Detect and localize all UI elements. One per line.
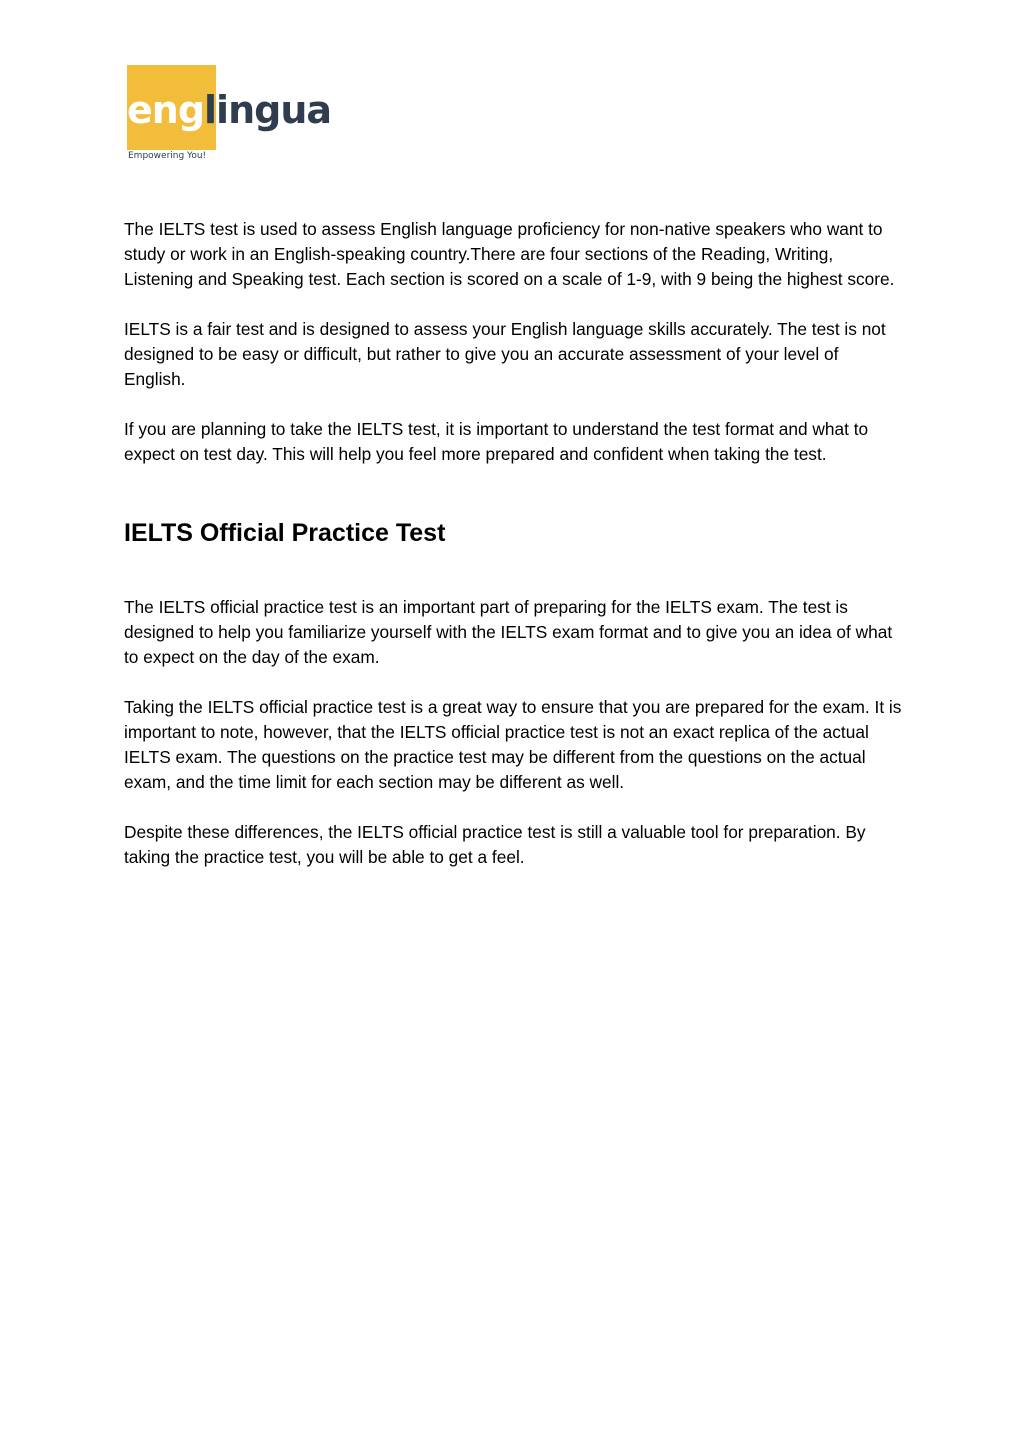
intro-paragraph-1: The IELTS test is used to assess English language proficiency for non-native speakers who want to study or work in an English-speaking country.There are four sections of the Reading, Writing, Listening and Speaking test. Each section is scored on a scale of 1-9, with 9 being the highest score. xyxy=(124,219,895,289)
intro-paragraph-2: IELTS is a fair test and is designed to assess your English language skills accurately. The test is not designed to be easy or difficult, but rather to give you an accurate assessment of your level of English. xyxy=(124,319,886,389)
intro-paragraph-3: If you are planning to take the IELTS test, it is important to understand the test format and what to expect on test day. This will help you feel more prepared and confident when taking the test. xyxy=(124,419,869,464)
section-paragraph-2: Taking the IELTS official practice test is a great way to ensure that you are prepared for the exam. It is important to note, however, that the IELTS official practice test is not an exact replica of the actual IELTS exam. The questions on the practice test may be different from the questions on the actual exam, and the time limit for each section may be different as well. xyxy=(124,697,902,792)
logo-lingua-text: lingua xyxy=(204,88,332,132)
logo-eng-text: eng xyxy=(127,88,205,132)
document-body xyxy=(124,217,904,895)
section-paragraph-3: Despite these differences, the IELTS official practice test is still a valuable tool for preparation. By taking the practice test, you will be able to get a feel. xyxy=(124,822,866,867)
section-paragraph-1: The IELTS official practice test is an important part of preparing for the IELTS exam. The test is designed to help you familiarize yourself with the IELTS exam format and to give you an idea of what to expect on the day of the exam. xyxy=(124,597,893,667)
englingua-logo xyxy=(127,65,357,165)
section-heading: IELTS Official Practice Test xyxy=(124,519,446,547)
logo-tagline: Empowering You! xyxy=(128,151,207,161)
logo-wordmark xyxy=(127,88,332,132)
